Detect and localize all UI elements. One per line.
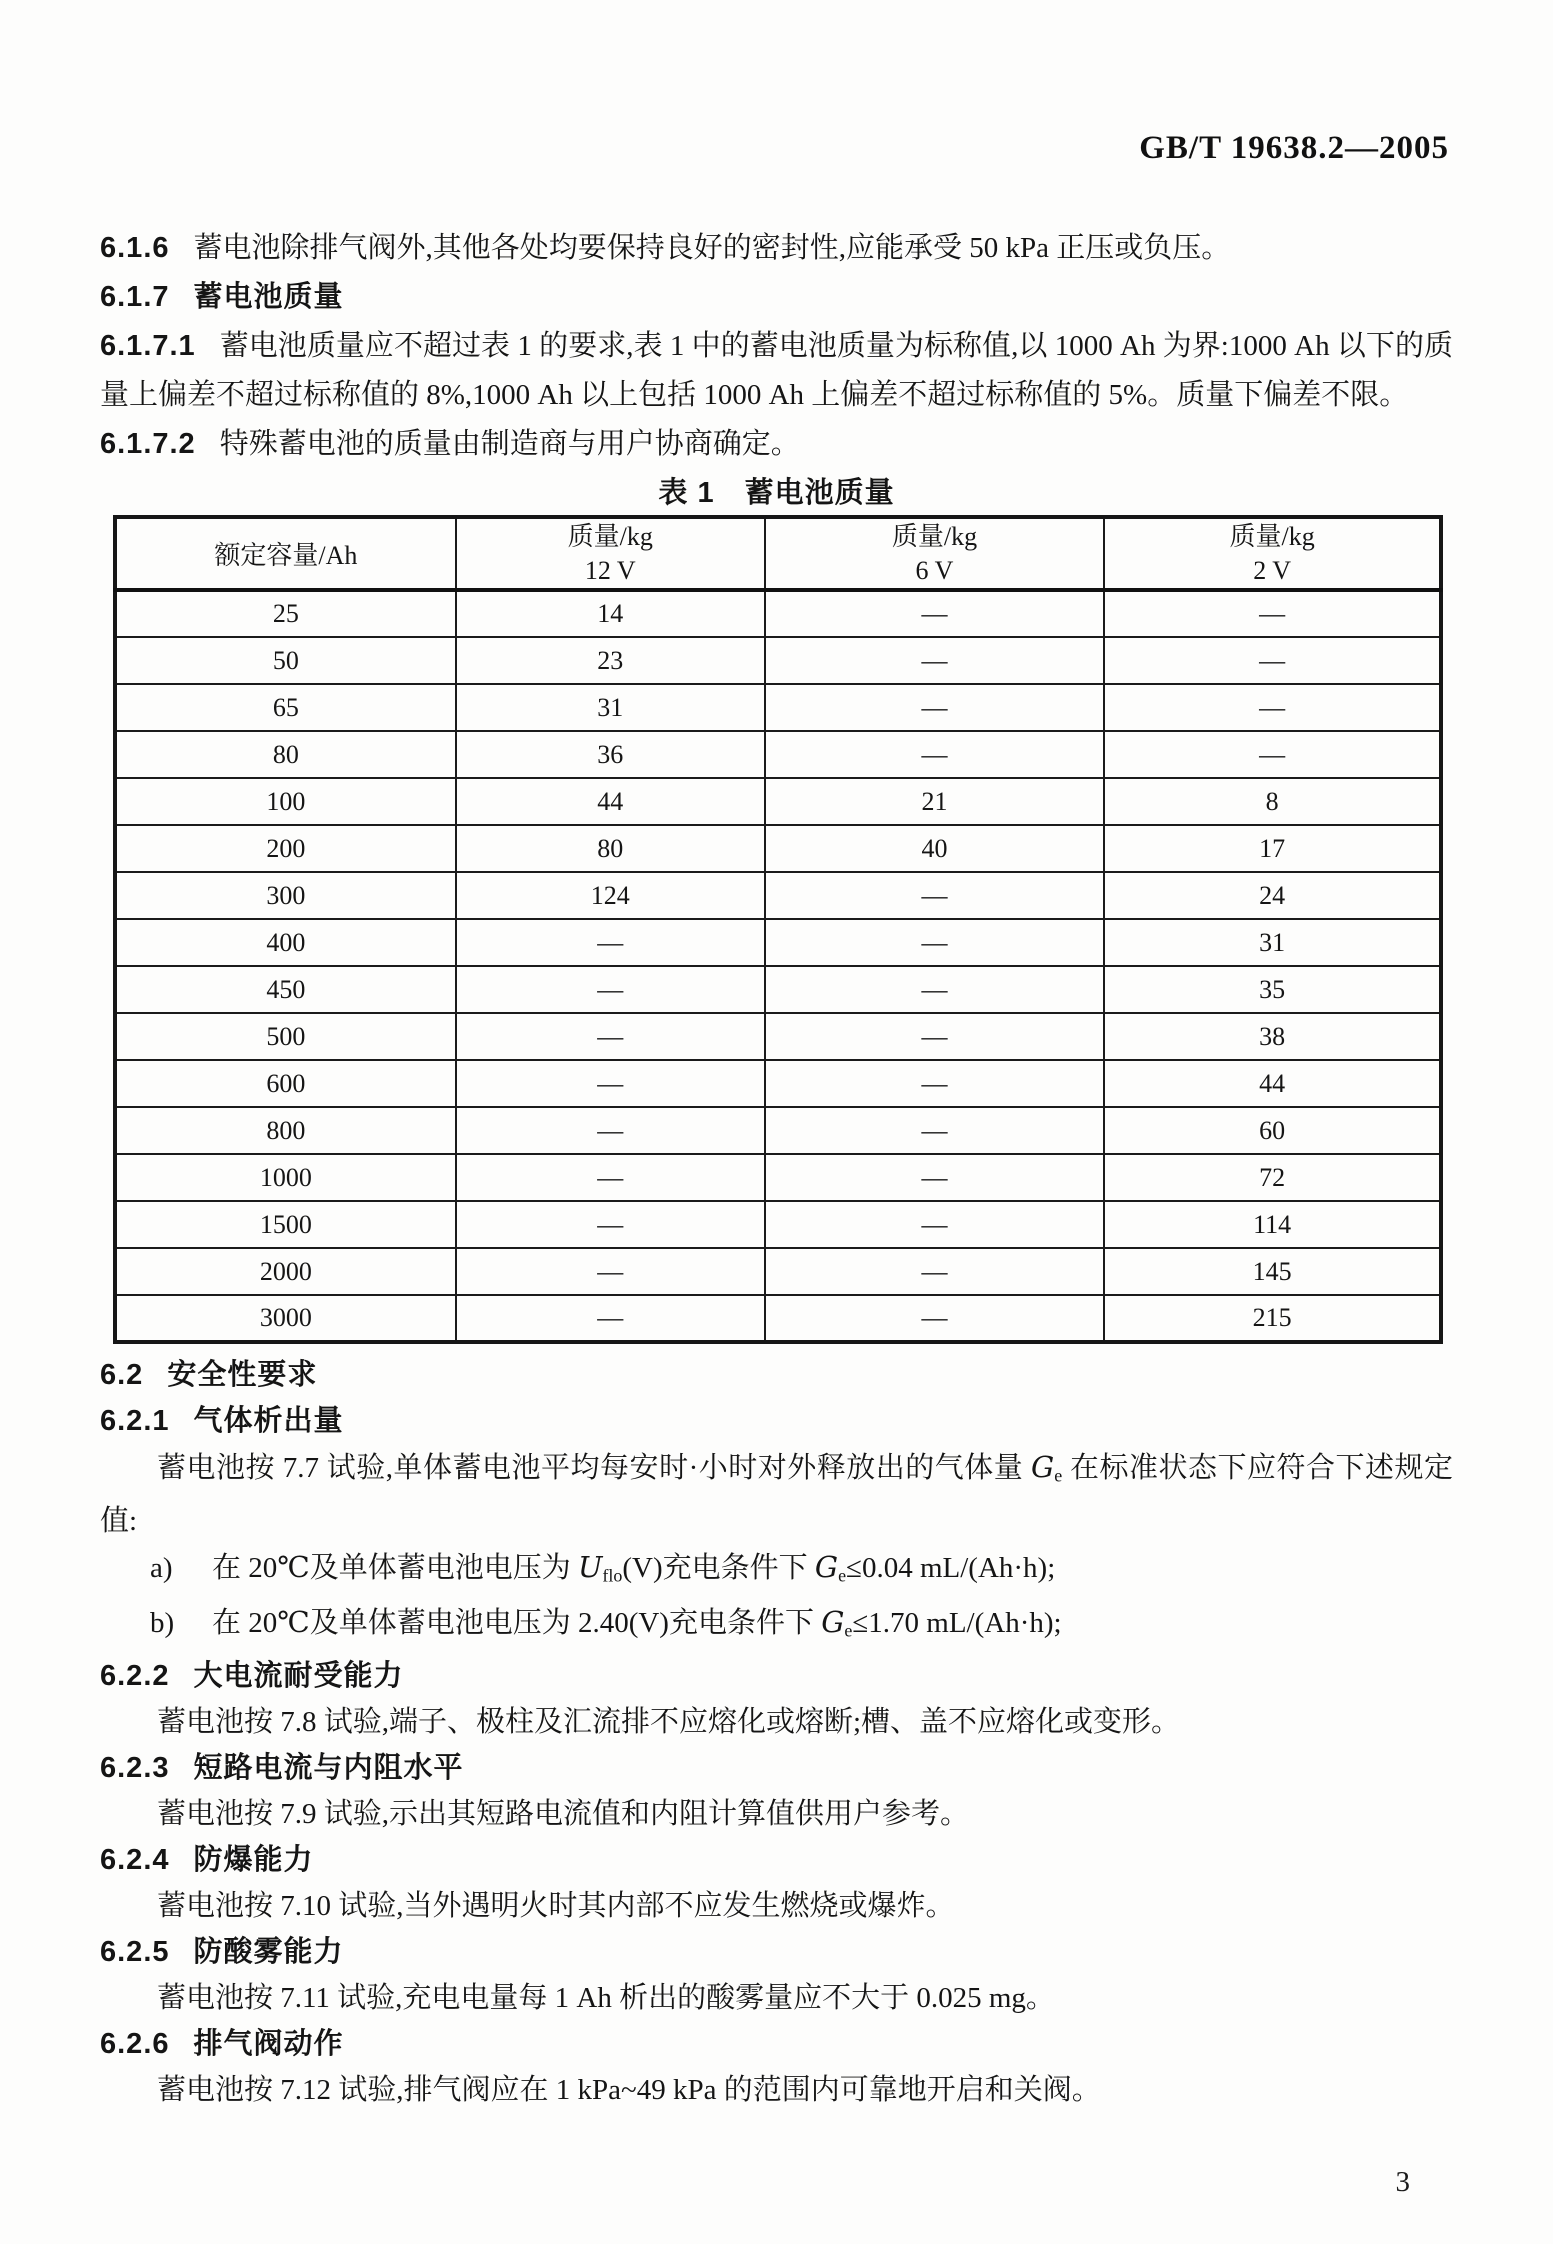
table-cell: — (456, 1295, 765, 1342)
list-item-a (150, 1544, 1453, 1598)
table-cell: — (765, 637, 1104, 684)
table-cell: — (765, 1201, 1104, 1248)
column-header-mass-2v (1104, 517, 1441, 590)
table-cell: 80 (115, 731, 456, 778)
table-cell: 23 (456, 637, 765, 684)
table-cell: 3000 (115, 1295, 456, 1342)
table-body (115, 590, 1441, 1342)
table-cell: 215 (1104, 1295, 1441, 1342)
paragraph-6-2-1 (100, 1444, 1453, 1544)
table-cell: 200 (115, 825, 456, 872)
table-cell: 100 (115, 778, 456, 825)
battery-mass-table (113, 515, 1443, 1344)
clause-title: 大电流耐受能力 (193, 1660, 404, 1693)
clause-title: 防酸雾能力 (193, 1936, 344, 1969)
clause-number: 6.1.7.2 (100, 428, 196, 460)
paragraph-6-2-6: 蓄电池按 7.12 试验,排气阀应在 1 kPa~49 kPa 的范围内可靠地开启和关阀。 (157, 2074, 1101, 2107)
table-cell: — (765, 872, 1104, 919)
table-cell: — (1104, 590, 1441, 637)
table-cell: — (456, 1060, 765, 1107)
column-header-label: 额定容量/Ah (214, 541, 358, 570)
column-header-label: 质量/kg (891, 521, 978, 551)
clause-6-2-2 (100, 1653, 1453, 1699)
table-cell: — (765, 1248, 1104, 1295)
paragraph-6-2-4: 蓄电池按 7.10 试验,当外遇明火时其内部不应发生燃烧或爆炸。 (157, 1890, 955, 1923)
table-cell: — (765, 1295, 1104, 1342)
table-cell: 44 (456, 778, 765, 825)
clause-title: 气体析出量 (193, 1405, 344, 1437)
paragraph-6-2-5: 蓄电池按 7.11 试验,充电电量每 1 Ah 析出的酸雾量应不大于 0.025 mg。 (157, 1982, 1055, 2015)
clause-number: 6.1.6 (100, 232, 170, 264)
table-cell: 60 (1104, 1107, 1441, 1154)
clause-number: 6.2.1 (100, 1405, 170, 1437)
column-header-label: 质量/kg (1229, 521, 1315, 551)
clause-6-1-7 (100, 273, 1453, 322)
table-row (115, 1201, 1441, 1248)
table-cell: — (765, 919, 1104, 966)
list-item-text: 在 20℃及单体蓄电池电压为 (212, 1552, 578, 1585)
clause-title: 安全性要求 (167, 1359, 318, 1391)
table-row (115, 731, 1441, 778)
clause-number: 6.1.7.1 (100, 330, 196, 362)
table-cell: 31 (456, 684, 765, 731)
clause-6-1-7-1 (100, 322, 1453, 420)
table-cell: 400 (115, 919, 456, 966)
column-header-mass-12v (456, 517, 765, 590)
symbol-G: G (814, 1550, 839, 1585)
table-row (115, 1060, 1441, 1107)
clause-6-2-6 (100, 2021, 1453, 2067)
table-cell: 600 (115, 1060, 456, 1107)
clause-6-2-4 (100, 1837, 1453, 1883)
table-cell: — (456, 966, 765, 1013)
table-cell: — (1104, 731, 1441, 778)
clause-number: 6.2.2 (100, 1660, 170, 1693)
symbol-subscript: e (844, 1620, 853, 1641)
table-cell: — (456, 1248, 765, 1295)
paragraph-text: 在标准状态下应符合下述规定值: (100, 1452, 1453, 1538)
symbol-G: G (1031, 1450, 1055, 1484)
paragraph-text: 蓄电池按 7.7 试验,单体蓄电池平均每安时·小时对外释放出的气体量 (157, 1452, 1032, 1484)
list-item-text: (V)充电条件下 (622, 1552, 815, 1585)
table-cell: — (1104, 684, 1441, 731)
table-cell: 1000 (115, 1154, 456, 1201)
clause-6-2-5 (100, 1929, 1453, 1975)
table-row (115, 919, 1441, 966)
table-cell: 35 (1104, 966, 1441, 1013)
table-cell: — (456, 1154, 765, 1201)
clause-number: 6.1.7 (100, 281, 170, 313)
table-row (115, 684, 1441, 731)
symbol-subscript: e (1054, 1465, 1063, 1486)
table-row (115, 1154, 1441, 1201)
column-header-label: 质量/kg (567, 521, 653, 551)
list-item-text: 在 20℃及单体蓄电池电压为 2.40(V)充电条件下 (212, 1606, 822, 1639)
clause-title: 排气阀动作 (193, 2028, 344, 2061)
table-cell: 450 (115, 966, 456, 1013)
table-cell: 38 (1104, 1013, 1441, 1060)
table-row (115, 825, 1441, 872)
table-cell: 145 (1104, 1248, 1441, 1295)
table-cell: 14 (456, 590, 765, 637)
table-cell: 124 (456, 872, 765, 919)
table-row (115, 1295, 1441, 1342)
table-cell: 31 (1104, 919, 1441, 966)
column-header-voltage: 12 V (584, 555, 636, 585)
clause-title: 防爆能力 (193, 1844, 314, 1877)
table-cell: 2000 (115, 1248, 456, 1295)
table-cell: 36 (456, 731, 765, 778)
table-row (115, 778, 1441, 825)
clause-number: 6.2.5 (100, 1936, 170, 1969)
table-cell: — (765, 684, 1104, 731)
table-cell: — (1104, 637, 1441, 684)
column-header-voltage: 6 V (915, 555, 954, 585)
table-cell: 300 (115, 872, 456, 919)
table-cell: 1500 (115, 1201, 456, 1248)
table-row (115, 1013, 1441, 1060)
clause-6-2-3 (100, 1745, 1453, 1791)
table-caption: 表 1 蓄电池质量 (658, 477, 895, 509)
symbol-U: U (577, 1550, 603, 1585)
clause-6-1-6 (100, 224, 1453, 273)
table-cell: 25 (115, 590, 456, 637)
table-cell: 114 (1104, 1201, 1441, 1248)
clause-number: 6.2 (100, 1359, 144, 1391)
paragraph-6-2-2: 蓄电池按 7.8 试验,端子、极柱及汇流排不应熔化或熔断;槽、盖不应熔化或变形。 (157, 1706, 1181, 1739)
column-header-capacity (115, 517, 456, 590)
clause-6-2-1 (100, 1398, 1453, 1444)
table-cell: 21 (765, 778, 1104, 825)
list-item-label: b) (150, 1606, 175, 1639)
table-cell: — (456, 1107, 765, 1154)
clause-number: 6.2.6 (100, 2028, 170, 2061)
page-content (100, 0, 1453, 2113)
list-item-b (150, 1599, 1453, 1653)
page-number: 3 (1395, 2166, 1410, 2198)
table-cell: — (456, 1013, 765, 1060)
clause-6-2 (100, 1352, 1453, 1398)
column-header-voltage: 2 V (1253, 555, 1291, 585)
table-cell: — (765, 1013, 1104, 1060)
table-row (115, 637, 1441, 684)
symbol-subscript: e (838, 1565, 847, 1586)
paragraph-6-2-3: 蓄电池按 7.9 试验,示出其短路电流值和内阻计算值供用户参考。 (157, 1798, 970, 1831)
table-header (115, 517, 1441, 590)
clause-6-1-7-2 (100, 420, 1453, 469)
table-row (115, 1107, 1441, 1154)
table-cell: — (765, 1107, 1104, 1154)
table-cell: — (765, 1154, 1104, 1201)
table-cell: — (765, 1060, 1104, 1107)
clause-number: 6.2.4 (100, 1844, 170, 1877)
table-cell: 40 (765, 825, 1104, 872)
table-cell: 65 (115, 684, 456, 731)
table-row (115, 1248, 1441, 1295)
standard-code: GB/T 19638.2—2005 (1139, 130, 1449, 166)
table-cell: — (456, 919, 765, 966)
table-cell: — (765, 731, 1104, 778)
table-cell: 80 (456, 825, 765, 872)
table-cell: 800 (115, 1107, 456, 1154)
clause-text: 蓄电池质量应不超过表 1 的要求,表 1 中的蓄电池质量为标称值,以 1000 Ah 为界:1000 Ah 以下的质量上偏差不超过标称值的 8%,1000 Ah 以上包括 1000 Ah 上偏差不超过标称值的 5%。质量下偏差不限。 (100, 330, 1453, 411)
table-cell: — (765, 966, 1104, 1013)
table-cell: — (765, 590, 1104, 637)
symbol-subscript: flo (602, 1565, 623, 1586)
column-header-mass-6v (765, 517, 1104, 590)
symbol-G: G (821, 1604, 845, 1639)
table-cell: — (456, 1201, 765, 1248)
table-row (115, 590, 1441, 637)
table-cell: 24 (1104, 872, 1441, 919)
clause-text: 蓄电池除排气阀外,其他各处均要保持良好的密封性,应能承受 50 kPa 正压或负压。 (193, 232, 1231, 264)
table-row (115, 966, 1441, 1013)
table-cell: 44 (1104, 1060, 1441, 1107)
clause-number: 6.2.3 (100, 1752, 170, 1785)
table-cell: 500 (115, 1013, 456, 1060)
table-cell: 72 (1104, 1154, 1441, 1201)
table-cell: 8 (1104, 778, 1441, 825)
table-cell: 50 (115, 637, 456, 684)
clause-text: 特殊蓄电池的质量由制造商与用户协商确定。 (219, 428, 800, 460)
clause-title: 蓄电池质量 (193, 281, 344, 313)
list-item-label: a) (150, 1552, 173, 1585)
list-item-text: ≤1.70 mL/(Ah·h); (852, 1606, 1062, 1639)
table-cell: 17 (1104, 825, 1441, 872)
table-row (115, 872, 1441, 919)
list-item-text: ≤0.04 mL/(Ah·h); (846, 1552, 1056, 1585)
clause-title: 短路电流与内阻水平 (193, 1752, 464, 1785)
